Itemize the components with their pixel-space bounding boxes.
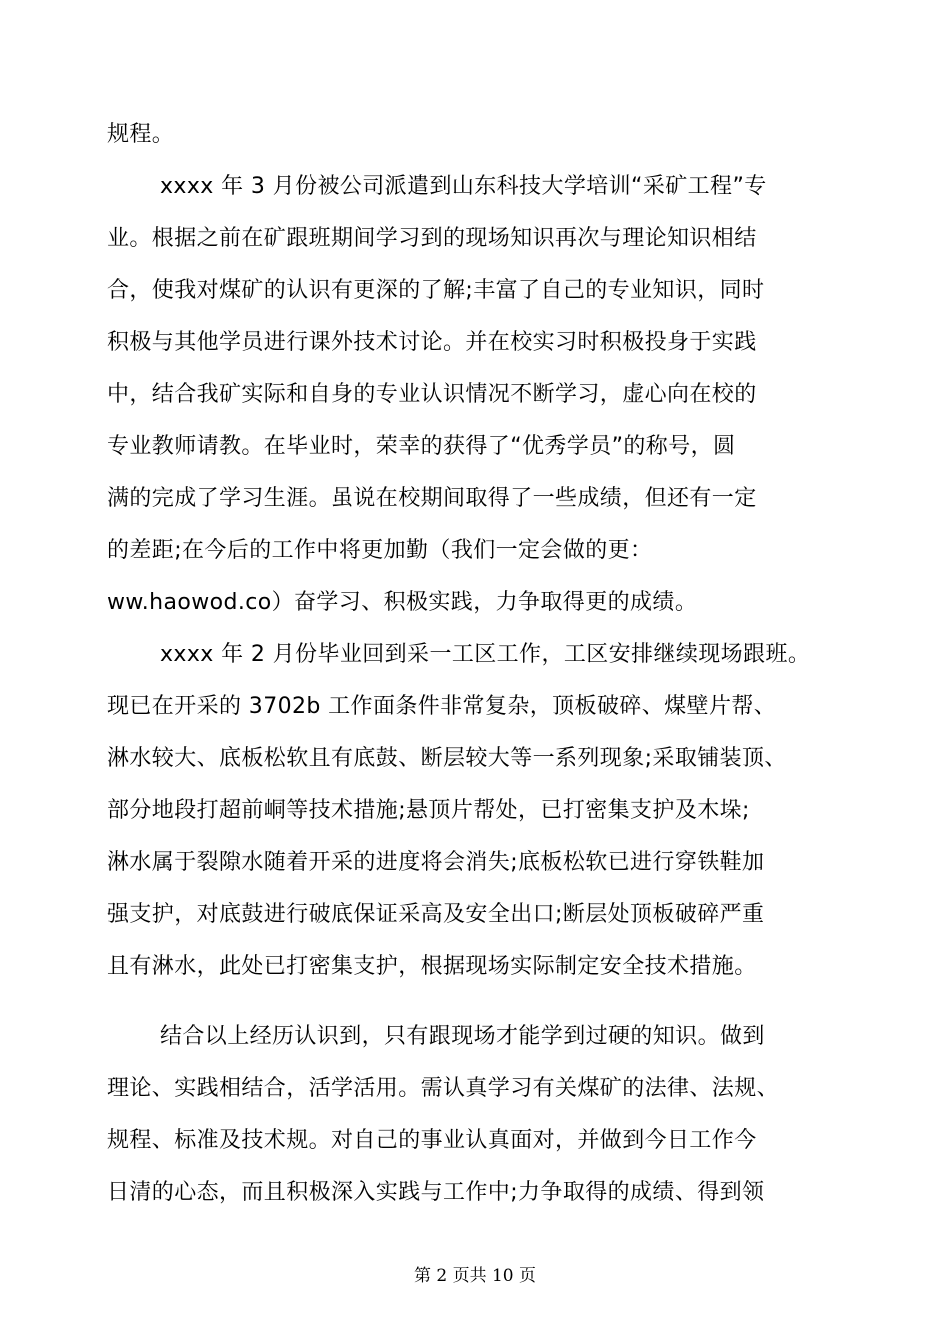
text-line: 淋水较大、底板松软且有底鼓、断层较大等一系列现象;采取铺装顶、 xyxy=(107,746,787,771)
paragraph-first-line: 结合以上经历认识到，只有跟现场才能学到过硬的知识。做到 xyxy=(160,1024,765,1049)
text-line: 部分地段打超前峒等技术措施;悬顶片帮处，已打密集支护及木垛; xyxy=(107,798,750,823)
text-line: 积极与其他学员进行课外技术讨论。并在校实习时积极投身于实践 xyxy=(107,330,757,355)
text-line: 业。根据之前在矿跟班期间学习到的现场知识再次与理论知识相结 xyxy=(107,226,757,251)
text-line: 满的完成了学习生涯。虽说在校期间取得了一些成绩，但还有一定 xyxy=(107,486,757,511)
text-line: 合，使我对煤矿的认识有更深的了解;丰富了自己的专业知识，同时 xyxy=(107,278,765,303)
text-line: 中，结合我矿实际和自身的专业认识情况不断学习，虚心向在校的 xyxy=(107,382,757,407)
text-line: 专业教师请教。在毕业时，荣幸的获得了“优秀学员”的称号，圆 xyxy=(107,434,736,459)
text-line: 理论、实践相结合，活学活用。需认真学习有关煤矿的法律、法规、 xyxy=(107,1076,780,1101)
text-line: 规程。 xyxy=(107,122,175,147)
text-line: 的差距;在今后的工作中将更加勤（我们一定会做的更： xyxy=(107,538,653,563)
text-line: 强支护，对底鼓进行破底保证采高及安全出口;断层处顶板破碎严重 xyxy=(107,902,765,927)
page-number-footer: 第 2 页共 10 页 xyxy=(413,1266,537,1286)
text-line: ww.haowod.co）奋学习、积极实践，力争取得更的成绩。 xyxy=(107,590,698,615)
text-line: 日清的心态，而且积极深入实践与工作中;力争取得的成绩、得到领 xyxy=(107,1180,765,1205)
text-line: 且有淋水，此处已打密集支护，根据现场实际制定安全技术措施。 xyxy=(107,954,757,979)
text-line: 规程、标准及技术规。对自己的事业认真面对，并做到今日工作今 xyxy=(107,1128,757,1153)
paragraph-first-line: xxxx 年 3 月份被公司派遣到山东科技大学培训“采矿工程”专 xyxy=(160,174,767,199)
paragraph-first-line: xxxx 年 2 月份毕业回到采一工区工作，工区安排继续现场跟班。 xyxy=(160,642,811,667)
text-line: 现已在开采的 3702b 工作面条件非常复杂，顶板破碎、煤壁片帮、 xyxy=(107,694,777,719)
text-line: 淋水属于裂隙水随着开采的进度将会消失;底板松软已进行穿铁鞋加 xyxy=(107,850,765,875)
